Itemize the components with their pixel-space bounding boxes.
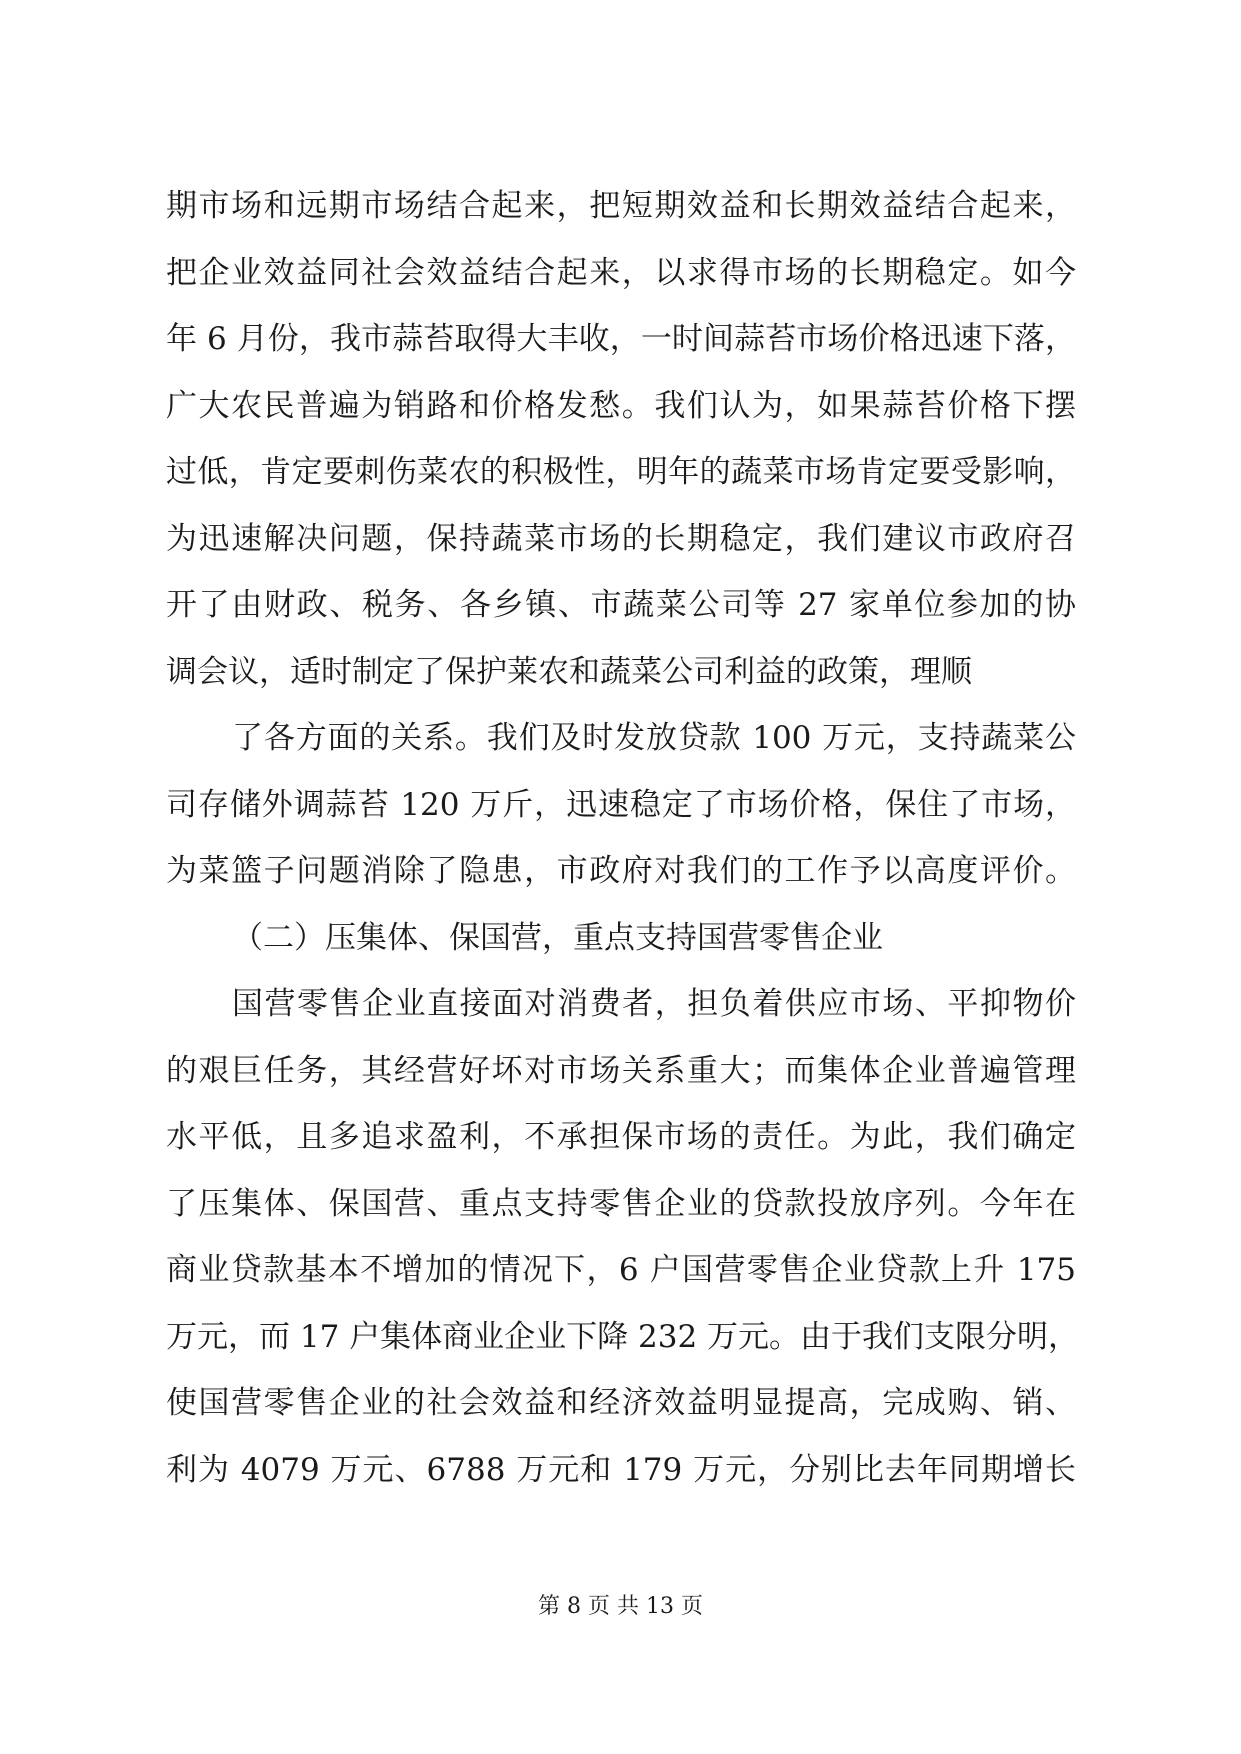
text-line: 开了由财政、税务、各乡镇、市蔬菜公司等 27 家单位参加的协 (166, 587, 1076, 623)
text-line: 了压集体、保国营、重点支持零售企业的贷款投放序列。今年在 (166, 1186, 1076, 1222)
text-line: 万元，而 17 户集体商业企业下降 232 万元。由于我们支限分明， (166, 1319, 1080, 1355)
text-line: 过低，肯定要刺伤菜农的积极性，明年的蔬菜市场肯定要受影响， (166, 454, 1076, 490)
text-line: 使国营零售企业的社会效益和经济效益明显提高，完成购、销、 (166, 1385, 1076, 1421)
text-line: 国营零售企业直接面对消费者，担负着供应市场、平抑物价 (232, 986, 1076, 1022)
text-line: 商业贷款基本不增加的情况下，6 户国营零售企业贷款上升 175 (166, 1252, 1076, 1288)
text-line: 期市场和远期市场结合起来，把短期效益和长期效益结合起来， (166, 188, 1076, 224)
text-line: 的艰巨任务，其经营好坏对市场关系重大；而集体企业普遍管理 (166, 1053, 1076, 1089)
text-line: 年 6 月份，我市蒜苔取得大丰收，一时间蒜苔市场价格迅速下落， (166, 321, 1076, 357)
text-line: 调会议，适时制定了保护莱农和蔬菜公司利益的政策，理顺 (166, 654, 972, 690)
text-line: 为迅速解决问题，保持蔬菜市场的长期稳定，我们建议市政府召 (166, 521, 1076, 557)
section-heading: （二）压集体、保国营，重点支持国营零售企业 (232, 920, 883, 956)
text-line: 了各方面的关系。我们及时发放贷款 100 万元，支持蔬菜公 (232, 720, 1076, 756)
text-line: 把企业效益同社会效益结合起来，以求得市场的长期稳定。如今 (166, 255, 1076, 291)
text-line: 利为 4079 万元、6788 万元和 179 万元，分别比去年同期增长 (166, 1452, 1076, 1488)
text-line: 为菜篮子问题消除了隐患，市政府对我们的工作予以高度评价。 (166, 853, 1076, 889)
text-line: 广大农民普遍为销路和价格发愁。我们认为，如果蒜苔价格下摆 (166, 388, 1076, 424)
text-line: 司存储外调蒜苔 120 万斤，迅速稳定了市场价格，保住了市场， (166, 787, 1076, 823)
text-line: 水平低，且多追求盈利，不承担保市场的责任。为此，我们确定 (166, 1119, 1076, 1155)
page-number: 第 8 页 共 13 页 (538, 1594, 703, 1619)
